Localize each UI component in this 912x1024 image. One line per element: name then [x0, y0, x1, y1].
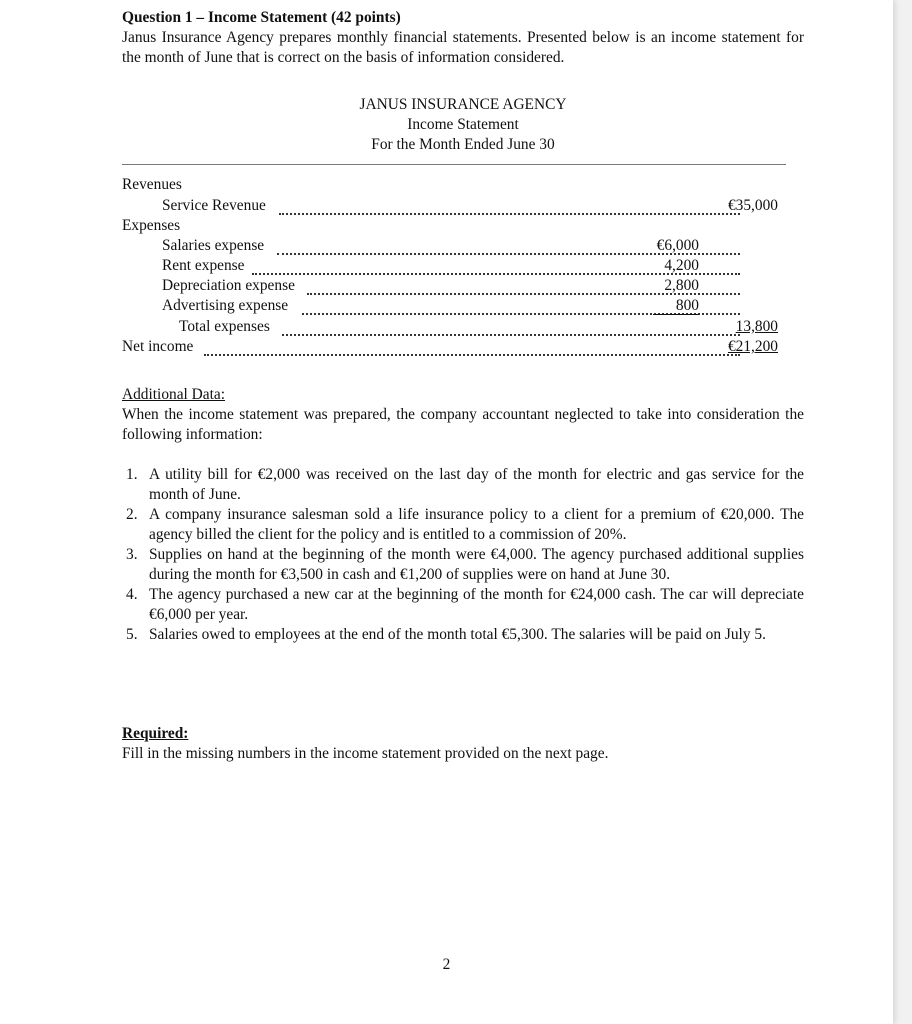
expense-amount: 2,800: [664, 277, 699, 294]
company-name: JANUS INSURANCE AGENCY: [359, 96, 567, 113]
expense-label: Salaries expense: [162, 237, 265, 254]
expense-row: [122, 296, 822, 316]
expense-row: [122, 236, 822, 256]
net-income-amount: €21,200: [727, 338, 778, 355]
statement-name: Income Statement: [407, 116, 519, 133]
question-header: [122, 8, 804, 68]
list-item-text: The agency purchased a new car at the beginning of the month for €24,000 cash. The car will depreciate €6,000 per year.: [149, 586, 804, 623]
total-expenses-row: [122, 317, 822, 337]
list-item-number: 4.: [126, 586, 138, 603]
expenses-row: [122, 216, 822, 236]
list-item: [122, 585, 804, 625]
list-item-number: 1.: [126, 466, 138, 483]
service-revenue-amount: €35,000: [727, 197, 778, 214]
statement-heading: [122, 95, 804, 155]
total-expenses-label: Total expenses: [179, 318, 270, 335]
expense-amount-value: 800: [653, 297, 699, 315]
expenses-label: Expenses: [122, 217, 181, 234]
revenues-row: [122, 175, 822, 195]
expense-amount: €6,000: [656, 237, 699, 254]
list-item: [122, 625, 804, 645]
expense-label: Depreciation expense: [162, 277, 295, 294]
statement-period: For the Month Ended June 30: [371, 136, 555, 153]
net-income-label: Net income: [122, 338, 194, 355]
expense-amount: 4,200: [664, 257, 699, 274]
revenues-label: Revenues: [122, 176, 182, 193]
list-item-text: A company insurance salesman sold a life insurance policy to a client for a premium of €20,000. The agency billed the client for the policy and is entitled to a commission of 20%.: [149, 506, 804, 543]
list-item-text: Supplies on hand at the beginning of the month were €4,000. The agency purchased additional supplies during the month for €3,500 in cash and €1,200 of supplies were on hand at June 30.: [149, 546, 804, 583]
list-item-number: 3.: [126, 546, 138, 563]
leader-dots: [282, 317, 740, 336]
list-item-number: 5.: [126, 626, 138, 643]
required-heading: Required:: [122, 725, 189, 742]
required-text: Fill in the missing numbers in the income statement provided on the next page.: [122, 745, 609, 762]
expense-label: Advertising expense: [162, 297, 289, 314]
total-expenses-amount: 13,800: [735, 318, 778, 335]
expense-row: [122, 256, 822, 276]
list-item-text: Salaries owed to employees at the end of the month total €5,300. The salaries will be paid on July 5.: [149, 626, 766, 643]
list-item-text: A utility bill for €2,000 was received on the last day of the month for electric and gas service for the month of June.: [149, 466, 804, 503]
list-item-number: 2.: [126, 506, 138, 523]
question-title: Question 1 – Income Statement (42 points): [122, 9, 401, 26]
leader-dots: [204, 337, 740, 356]
list-item: [122, 465, 804, 505]
additional-data-intro: When the income statement was prepared, the company accountant neglected to take into consideration the following information:: [122, 406, 804, 443]
question-intro: Janus Insurance Agency prepares monthly financial statements. Presented below is an income statement for the month of June that is correct on the basis of information considered.: [122, 29, 804, 66]
additional-data-section: [122, 385, 804, 445]
service-revenue-label: Service Revenue: [162, 197, 266, 214]
list-item: [122, 545, 804, 585]
required-section: [122, 724, 804, 764]
service-revenue-row: [122, 196, 822, 216]
expense-label: Rent expense: [162, 257, 245, 274]
expense-amount: [653, 296, 699, 316]
list-item: [122, 505, 804, 545]
heading-divider: [122, 164, 786, 165]
page-number: 2: [442, 956, 451, 973]
net-income-row: [122, 337, 822, 357]
additional-data-list: [122, 465, 804, 645]
additional-data-heading: Additional Data:: [122, 386, 226, 403]
leader-dots: [279, 196, 740, 215]
expense-row: [122, 276, 822, 296]
